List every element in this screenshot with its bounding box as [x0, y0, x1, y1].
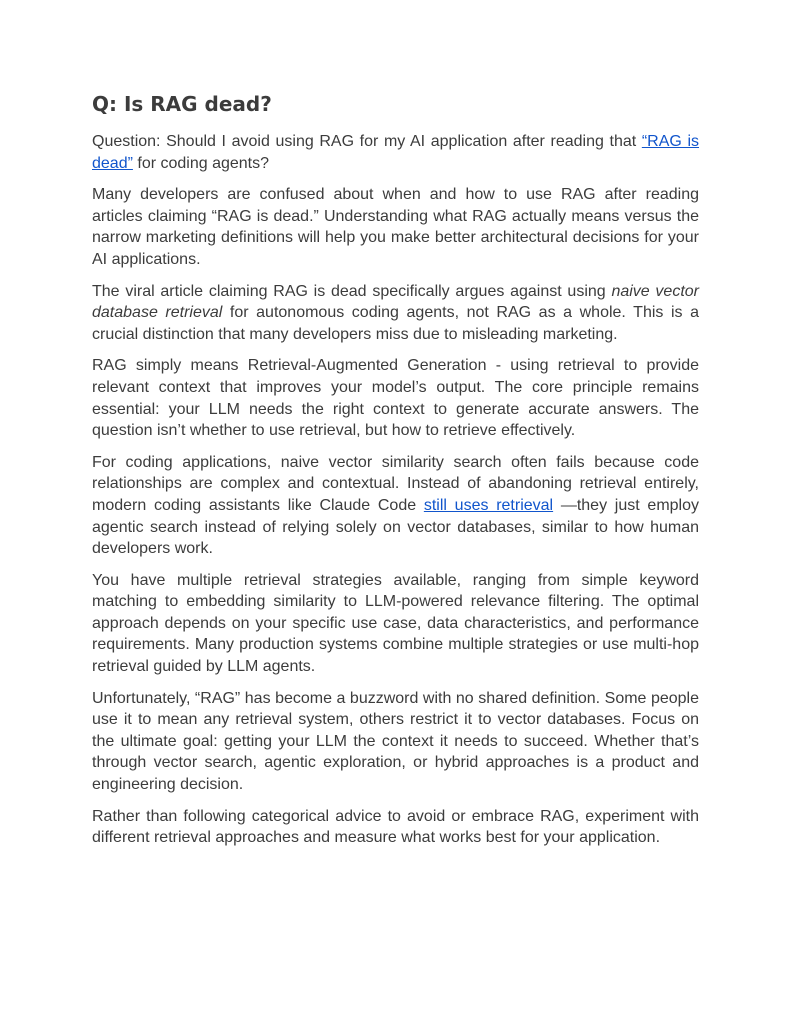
paragraph-rag-definition: RAG simply means Retrieval-Augmented Generation - using retrieval to provide relevant context that improves your model’s output. The core principle remains essential: your LLM needs the right context to generate accurate answers. The question isn’t whether to use retrieval, but how to retrieve effectively.: [92, 357, 699, 440]
question-text-after: for coding agents?: [132, 154, 270, 172]
paragraph-coding-after: —they just employ agentic search instead of relying solely on vector databases, similar to how human developers work.: [92, 496, 699, 558]
page-title: Q: Is RAG dead?: [92, 92, 272, 116]
question-paragraph: [92, 131, 699, 174]
paragraph-viral-article-before: The viral article claiming RAG is dead specifically argues against using: [92, 282, 612, 300]
rag-is-dead-link[interactable]: “RAG is dead”: [92, 133, 700, 172]
paragraph-coding-before: For coding applications, naive vector similarity search often fails because code relationships are complex and contextual. Instead of abandoning retrieval entirely, modern coding assistants like Claude Code: [92, 453, 699, 514]
paragraph-viral-article-after: for autonomous coding agents, not RAG as a whole. This is a crucial distinction that many developers miss due to misleading marketing.: [92, 304, 700, 343]
paragraph-coding-applications: [92, 452, 699, 560]
paragraph-retrieval-strategies: You have multiple retrieval strategies available, ranging from simple keyword matching to embedding similarity to LLM-powered relevance filtering. The optimal approach depends on your specific use case, data characteristics, and performance requirements. Many production systems combine multiple strategies or use multi-hop retrieval guided by LLM agents.: [92, 571, 699, 676]
paragraph-buzzword: Unfortunately, “RAG” has become a buzzword with no shared definition. Some people use it to mean any retrieval system, others restrict it to vector databases. Focus on the ultimate goal: getting your LLM the context it needs to succeed. Whether that’s through vector search, agentic exploration, or hybrid approaches is a product and engineering decision.: [92, 689, 699, 794]
paragraph-confusion: Many developers are confused about when and how to use RAG after reading articles claiming “RAG is dead.” Understanding what RAG actually means versus the narrow marketing definitions will help you make better architectural decisions for your AI applications.: [92, 186, 699, 268]
paragraph-viral-article-emphasis: naive vector database retrieval: [92, 282, 700, 322]
still-uses-retrieval-link[interactable]: still uses retrieval: [423, 496, 554, 514]
paragraph-viral-article: [92, 281, 699, 346]
paragraph-conclusion: Rather than following categorical advice to avoid or embrace RAG, experiment with different retrieval approaches and measure what works best for your application.: [92, 807, 699, 847]
question-text-before: Question: Should I avoid using RAG for my AI application after reading that: [92, 133, 642, 150]
document-page: [92, 90, 699, 859]
